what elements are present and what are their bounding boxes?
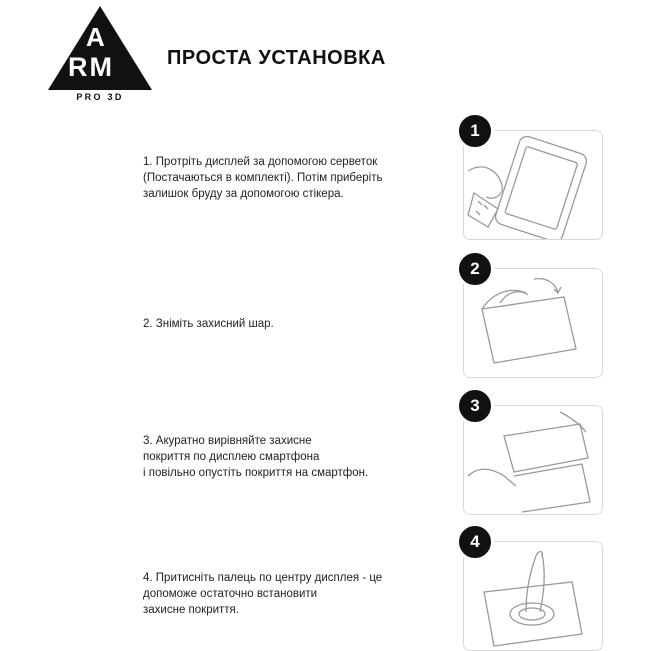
step-4-badge: 4 [456, 523, 494, 561]
logo-letter-a: A [86, 22, 105, 52]
step-1-badge: 1 [456, 112, 494, 150]
step-2-badge: 2 [456, 250, 494, 288]
logo-subtitle: PRO 3D [76, 92, 124, 102]
step-4-text: 4. Притисніть палець по центру дисплея - це допоможе остаточно встановити захисне покриття. [143, 572, 383, 616]
logo-letters-rm: RM [68, 52, 114, 82]
arm-logo [48, 6, 152, 106]
step-1-text: 1. Протріть дисплей за допомогою серветок (Постачаються в комплекті). Потім приберіть залишок бруду за допомогою стікера. [143, 156, 383, 200]
step-2-text: 2. Зніміть захисний шар. [143, 318, 274, 330]
page-title: ПРОСТА УСТАНОВКА [167, 47, 386, 69]
step-3-badge: 3 [456, 387, 494, 425]
step-3-text: 3. Акуратно вирівняйте захисне покриття по дисплею смартфона і повільно опустіть покриття на смартфон. [143, 435, 369, 479]
